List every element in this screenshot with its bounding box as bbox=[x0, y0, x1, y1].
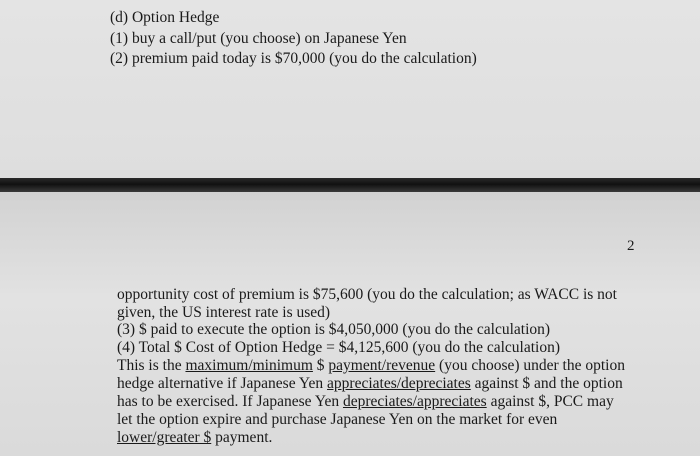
max-min-choice: maximum/minimum bbox=[185, 357, 313, 374]
page-divider bbox=[0, 178, 700, 192]
body-line-7-text-b: against $, PCC may bbox=[486, 393, 614, 410]
body-line-5 bbox=[117, 357, 625, 375]
page-number: 2 bbox=[627, 238, 635, 254]
body-line-4: (4) Total $ Cost of Option Hedge = $4,125,600 (you do the calculation) bbox=[117, 339, 561, 356]
body-line-8: let the option expire and purchase Japanese Yen on the market for even bbox=[117, 411, 558, 428]
item-1-text: (1) buy a call/put (you choose) on Japanese Yen bbox=[110, 30, 407, 47]
lower-greater-choice: lower/greater $ bbox=[117, 429, 212, 446]
body-line-7-text-a: has to be exercised. If Japanese Yen bbox=[117, 393, 343, 410]
body-line-9 bbox=[117, 429, 272, 447]
body-line-5-text-b: $ bbox=[312, 357, 329, 374]
body-line-1: opportunity cost of premium is $75,600 (you do the calculation; as WACC is not bbox=[117, 286, 617, 303]
depreciates-appreciates-choice: depreciates/appreciates bbox=[342, 393, 487, 410]
payment-revenue-choice: payment/revenue bbox=[328, 357, 436, 374]
body-line-6-text-a: hedge alternative if Japanese Yen bbox=[117, 375, 328, 392]
body-line-2: given, the US interest rate is used) bbox=[117, 304, 331, 321]
page-top bbox=[0, 0, 700, 178]
appreciates-depreciates-choice: appreciates/depreciates bbox=[327, 375, 471, 392]
body-line-7 bbox=[117, 393, 614, 411]
option-hedge-heading: (d) Option Hedge bbox=[110, 9, 220, 26]
item-2-text: (2) premium paid today is $70,000 (you do the calculation) bbox=[110, 50, 477, 67]
body-line-9-text-b: payment. bbox=[211, 429, 273, 446]
body-line-3: (3) $ paid to execute the option is $4,050,000 (you do the calculation) bbox=[117, 321, 551, 338]
body-line-6-text-b: against $ and the option bbox=[470, 375, 623, 392]
body-line-5-text-a: This is the bbox=[117, 357, 186, 374]
body-line-5-text-c: (you choose) under the option bbox=[435, 357, 625, 374]
body-line-6 bbox=[117, 375, 623, 393]
